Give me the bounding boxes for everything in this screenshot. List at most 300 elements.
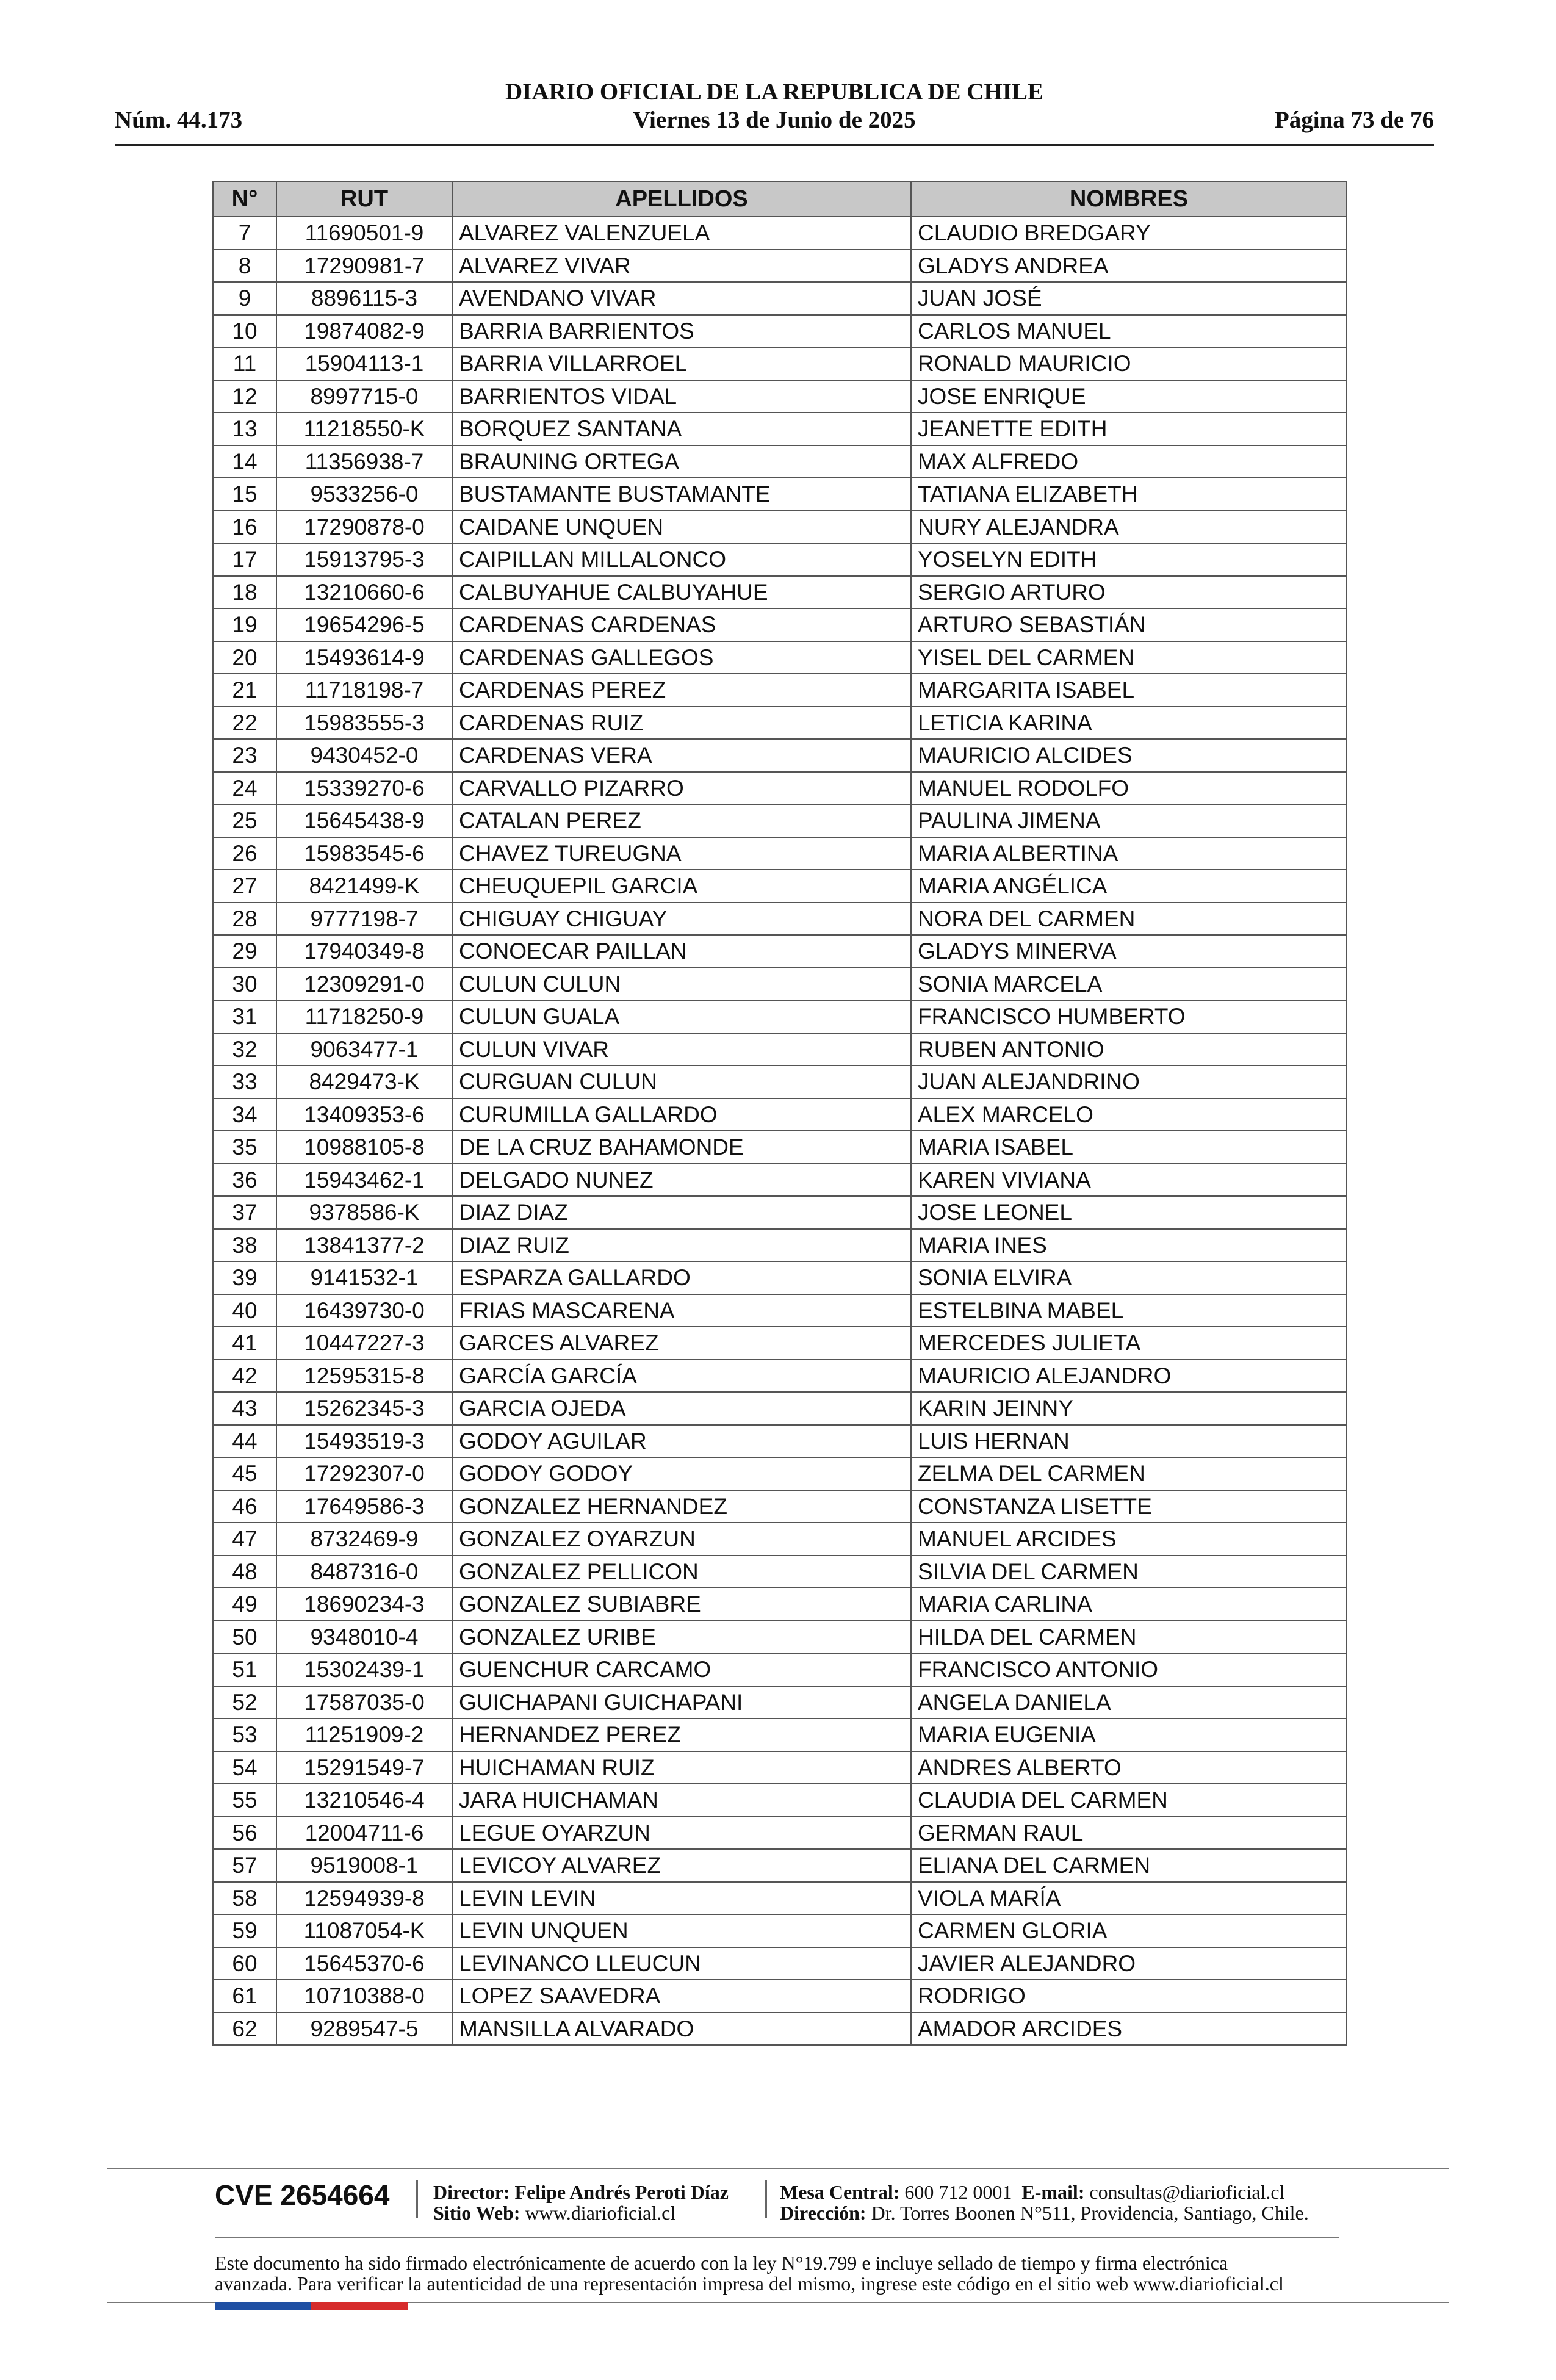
cell-rut: 12309291-0: [276, 968, 452, 1001]
cell-number: 59: [213, 1914, 276, 1947]
cell-number: 29: [213, 935, 276, 968]
cell-rut: 10988105-8: [276, 1131, 452, 1164]
cell-number: 58: [213, 1882, 276, 1915]
cell-rut: 15943462-1: [276, 1164, 452, 1197]
cell-number: 50: [213, 1621, 276, 1654]
cell-apellidos: GODOY AGUILAR: [452, 1425, 911, 1458]
director-name: Felipe Andrés Peroti Díaz: [514, 2181, 729, 2203]
cell-nombres: ANGELA DANIELA: [911, 1686, 1347, 1719]
cell-apellidos: CARDENAS GALLEGOS: [452, 641, 911, 674]
table-row: [213, 1588, 1347, 1621]
table-row: [213, 1718, 1347, 1751]
cell-nombres: ZELMA DEL CARMEN: [911, 1457, 1347, 1490]
cell-number: 16: [213, 511, 276, 544]
table-row: [213, 1947, 1347, 1980]
cell-apellidos: CARDENAS RUIZ: [452, 707, 911, 740]
cell-apellidos: CAIPILLAN MILLALONCO: [452, 543, 911, 576]
cell-rut: 15904113-1: [276, 347, 452, 380]
cell-nombres: ALEX MARCELO: [911, 1098, 1347, 1131]
cell-number: 17: [213, 543, 276, 576]
cell-number: 60: [213, 1947, 276, 1980]
table-row: [213, 282, 1347, 315]
cell-apellidos: LEGUE OYARZUN: [452, 1817, 911, 1850]
table-row: [213, 968, 1347, 1001]
cell-apellidos: DE LA CRUZ BAHAMONDE: [452, 1131, 911, 1164]
cell-nombres: MANUEL RODOLFO: [911, 772, 1347, 805]
cell-apellidos: GUENCHUR CARCAMO: [452, 1653, 911, 1686]
cell-apellidos: CARDENAS VERA: [452, 739, 911, 772]
cell-number: 25: [213, 804, 276, 837]
cell-nombres: JUAN ALEJANDRINO: [911, 1066, 1347, 1098]
cell-rut: 15262345-3: [276, 1392, 452, 1425]
cell-nombres: MANUEL ARCIDES: [911, 1523, 1347, 1556]
cell-apellidos: CARVALLO PIZARRO: [452, 772, 911, 805]
cell-apellidos: CURUMILLA GALLARDO: [452, 1098, 911, 1131]
page-header: [115, 72, 1434, 146]
cell-apellidos: MANSILLA ALVARADO: [452, 2013, 911, 2046]
cell-number: 45: [213, 1457, 276, 1490]
cell-apellidos: LEVICOY ALVAREZ: [452, 1849, 911, 1882]
cell-nombres: CONSTANZA LISETTE: [911, 1490, 1347, 1523]
footer-divider-middle: [215, 2237, 1339, 2238]
cell-rut: 13210660-6: [276, 576, 452, 609]
table-row: [213, 707, 1347, 740]
cell-nombres: MARIA ANGÉLICA: [911, 870, 1347, 903]
table-row: [213, 543, 1347, 576]
cell-rut: 19874082-9: [276, 315, 452, 348]
cell-apellidos: ALVAREZ VIVAR: [452, 250, 911, 283]
table-row: [213, 903, 1347, 936]
cell-number: 9: [213, 282, 276, 315]
footer-separator: [765, 2180, 767, 2218]
cell-number: 22: [213, 707, 276, 740]
table-row: [213, 1294, 1347, 1327]
table-row: [213, 1523, 1347, 1556]
column-header-number: N°: [213, 181, 276, 217]
cell-nombres: SERGIO ARTURO: [911, 576, 1347, 609]
cell-number: 44: [213, 1425, 276, 1458]
cell-number: 21: [213, 674, 276, 707]
cell-nombres: JOSE ENRIQUE: [911, 380, 1347, 413]
cell-nombres: JUAN JOSÉ: [911, 282, 1347, 315]
cell-nombres: TATIANA ELIZABETH: [911, 478, 1347, 511]
table-row: [213, 478, 1347, 511]
column-header-nombres: NOMBRES: [911, 181, 1347, 217]
cell-nombres: ANDRES ALBERTO: [911, 1751, 1347, 1784]
cell-apellidos: CULUN VIVAR: [452, 1033, 911, 1066]
cell-apellidos: DIAZ RUIZ: [452, 1229, 911, 1262]
cve-code: CVE 2654664: [215, 2179, 390, 2211]
cell-rut: 10447227-3: [276, 1327, 452, 1360]
cell-nombres: LETICIA KARINA: [911, 707, 1347, 740]
table-row: [213, 1751, 1347, 1784]
email-link[interactable]: consultas@diarioficial.cl: [1089, 2181, 1285, 2203]
cell-nombres: MAURICIO ALEJANDRO: [911, 1360, 1347, 1393]
table-row: [213, 1980, 1347, 2013]
cell-apellidos: HERNANDEZ PEREZ: [452, 1718, 911, 1751]
cell-number: 27: [213, 870, 276, 903]
table-row: [213, 1914, 1347, 1947]
cell-rut: 11218550-K: [276, 413, 452, 445]
table-row: [213, 1131, 1347, 1164]
cell-nombres: MARIA EUGENIA: [911, 1718, 1347, 1751]
newspaper-title: DIARIO OFICIAL DE LA REPUBLICA DE CHILE: [505, 79, 1043, 105]
table-row: [213, 380, 1347, 413]
mesa-phone: 600 712 0001: [904, 2181, 1012, 2203]
table-row: [213, 576, 1347, 609]
website-line: [433, 2202, 675, 2224]
table-row: [213, 1033, 1347, 1066]
cell-number: 53: [213, 1718, 276, 1751]
cell-rut: 12595315-8: [276, 1360, 452, 1393]
cell-nombres: ELIANA DEL CARMEN: [911, 1849, 1347, 1882]
cell-number: 34: [213, 1098, 276, 1131]
table-row: [213, 1164, 1347, 1197]
names-table: [212, 181, 1347, 2046]
cell-rut: 11251909-2: [276, 1718, 452, 1751]
cell-nombres: GLADYS ANDREA: [911, 250, 1347, 283]
table-row: [213, 772, 1347, 805]
cell-nombres: YISEL DEL CARMEN: [911, 641, 1347, 674]
table-row: [213, 739, 1347, 772]
cell-apellidos: CALBUYAHUE CALBUYAHUE: [452, 576, 911, 609]
cell-nombres: RUBEN ANTONIO: [911, 1033, 1347, 1066]
cell-rut: 9378586-K: [276, 1196, 452, 1229]
cell-rut: 8487316-0: [276, 1556, 452, 1588]
cell-apellidos: LEVINANCO LLEUCUN: [452, 1947, 911, 1980]
table-body: [213, 217, 1347, 2045]
cell-number: 51: [213, 1653, 276, 1686]
cell-number: 18: [213, 576, 276, 609]
cell-rut: 8997715-0: [276, 380, 452, 413]
cell-nombres: SONIA MARCELA: [911, 968, 1347, 1001]
cell-number: 8: [213, 250, 276, 283]
cell-rut: 16439730-0: [276, 1294, 452, 1327]
cell-rut: 13409353-6: [276, 1098, 452, 1131]
table-row: [213, 1621, 1347, 1654]
page-number: Página 73 de 76: [1274, 107, 1434, 133]
cell-apellidos: CARDENAS CARDENAS: [452, 608, 911, 641]
cell-apellidos: GARCIA OJEDA: [452, 1392, 911, 1425]
cell-number: 7: [213, 217, 276, 250]
column-header-apellidos: APELLIDOS: [452, 181, 911, 217]
cell-rut: 17292307-0: [276, 1457, 452, 1490]
contact-line: [780, 2181, 1285, 2204]
cell-apellidos: LOPEZ SAAVEDRA: [452, 1980, 911, 2013]
cell-number: 61: [213, 1980, 276, 2013]
table-row: [213, 347, 1347, 380]
website-label: Sitio Web:: [433, 2202, 520, 2224]
table-row: [213, 1653, 1347, 1686]
cell-nombres: CLAUDIA DEL CARMEN: [911, 1784, 1347, 1817]
cell-number: 39: [213, 1261, 276, 1294]
director-label: Director:: [433, 2181, 510, 2203]
cell-rut: 9430452-0: [276, 739, 452, 772]
table-row: [213, 1327, 1347, 1360]
cell-rut: 9533256-0: [276, 478, 452, 511]
cell-number: 20: [213, 641, 276, 674]
cell-apellidos: CULUN GUALA: [452, 1000, 911, 1033]
cell-number: 28: [213, 903, 276, 936]
cell-rut: 15493519-3: [276, 1425, 452, 1458]
cell-nombres: MARIA INES: [911, 1229, 1347, 1262]
table-row: [213, 674, 1347, 707]
cell-number: 10: [213, 315, 276, 348]
cell-number: 24: [213, 772, 276, 805]
cell-nombres: FRANCISCO HUMBERTO: [911, 1000, 1347, 1033]
cell-nombres: CLAUDIO BREDGARY: [911, 217, 1347, 250]
cell-rut: 15913795-3: [276, 543, 452, 576]
table-row: [213, 1686, 1347, 1719]
cell-nombres: JOSE LEONEL: [911, 1196, 1347, 1229]
cell-nombres: RONALD MAURICIO: [911, 347, 1347, 380]
cell-number: 41: [213, 1327, 276, 1360]
cell-rut: 17940349-8: [276, 935, 452, 968]
table-row: [213, 1098, 1347, 1131]
cell-apellidos: GONZALEZ OYARZUN: [452, 1523, 911, 1556]
cell-number: 46: [213, 1490, 276, 1523]
table-row: [213, 608, 1347, 641]
cell-apellidos: CONOECAR PAILLAN: [452, 935, 911, 968]
cell-apellidos: CHEUQUEPIL GARCIA: [452, 870, 911, 903]
cell-number: 35: [213, 1131, 276, 1164]
table-row: [213, 1229, 1347, 1262]
cell-rut: 11087054-K: [276, 1914, 452, 1947]
names-table-container: [212, 181, 1346, 2046]
legal-notice-line-2: avanzada. Para verificar la autenticidad de una representación impresa del mismo, ingrese este código en el sitio web www.diarioficial.cl: [215, 2273, 1284, 2295]
flag-bar-blue: [215, 2302, 311, 2310]
cell-number: 38: [213, 1229, 276, 1262]
table-row: [213, 1556, 1347, 1588]
column-header-rut: RUT: [276, 181, 452, 217]
cell-rut: 15493614-9: [276, 641, 452, 674]
cell-number: 56: [213, 1817, 276, 1850]
cell-rut: 15302439-1: [276, 1653, 452, 1686]
cell-number: 26: [213, 837, 276, 870]
table-row: [213, 1000, 1347, 1033]
table-header-row: [213, 181, 1347, 217]
cell-number: 12: [213, 380, 276, 413]
cell-apellidos: DIAZ DIAZ: [452, 1196, 911, 1229]
cell-number: 31: [213, 1000, 276, 1033]
cell-rut: 9141532-1: [276, 1261, 452, 1294]
cell-number: 23: [213, 739, 276, 772]
footer-divider-top: [107, 2168, 1449, 2169]
cell-rut: 11718250-9: [276, 1000, 452, 1033]
cell-number: 15: [213, 478, 276, 511]
cell-apellidos: LEVIN UNQUEN: [452, 1914, 911, 1947]
cell-apellidos: JARA HUICHAMAN: [452, 1784, 911, 1817]
cell-apellidos: CURGUAN CULUN: [452, 1066, 911, 1098]
cell-number: 52: [213, 1686, 276, 1719]
cell-rut: 9519008-1: [276, 1849, 452, 1882]
cell-nombres: CARMEN GLORIA: [911, 1914, 1347, 1947]
cell-nombres: MAX ALFREDO: [911, 445, 1347, 478]
cell-nombres: HILDA DEL CARMEN: [911, 1621, 1347, 1654]
cell-apellidos: CARDENAS PEREZ: [452, 674, 911, 707]
cell-rut: 9777198-7: [276, 903, 452, 936]
cell-number: 43: [213, 1392, 276, 1425]
table-row: [213, 1882, 1347, 1915]
cell-rut: 8732469-9: [276, 1523, 452, 1556]
cell-nombres: JEANETTE EDITH: [911, 413, 1347, 445]
cell-rut: 17587035-0: [276, 1686, 452, 1719]
cell-apellidos: BRAUNING ORTEGA: [452, 445, 911, 478]
cell-nombres: GERMAN RAUL: [911, 1817, 1347, 1850]
table-row: [213, 1196, 1347, 1229]
cell-apellidos: DELGADO NUNEZ: [452, 1164, 911, 1197]
cell-nombres: GLADYS MINERVA: [911, 935, 1347, 968]
cell-apellidos: BARRIENTOS VIDAL: [452, 380, 911, 413]
cell-rut: 17290878-0: [276, 511, 452, 544]
cell-number: 47: [213, 1523, 276, 1556]
cell-nombres: MARGARITA ISABEL: [911, 674, 1347, 707]
cell-number: 62: [213, 2013, 276, 2046]
cell-number: 32: [213, 1033, 276, 1066]
cell-nombres: NORA DEL CARMEN: [911, 903, 1347, 936]
cell-apellidos: GODOY GODOY: [452, 1457, 911, 1490]
cell-rut: 15339270-6: [276, 772, 452, 805]
table-row: [213, 250, 1347, 283]
table-row: [213, 837, 1347, 870]
cell-rut: 17649586-3: [276, 1490, 452, 1523]
cell-apellidos: CATALAN PEREZ: [452, 804, 911, 837]
issue-date: Viernes 13 de Junio de 2025: [633, 107, 916, 133]
address-text: Dr. Torres Boonen N°511, Providencia, Santiago, Chile.: [871, 2202, 1309, 2224]
cell-nombres: CARLOS MANUEL: [911, 315, 1347, 348]
cell-rut: 11718198-7: [276, 674, 452, 707]
cell-apellidos: CHAVEZ TUREUGNA: [452, 837, 911, 870]
cell-rut: 13210546-4: [276, 1784, 452, 1817]
table-row: [213, 870, 1347, 903]
cell-rut: 15645438-9: [276, 804, 452, 837]
cell-nombres: ESTELBINA MABEL: [911, 1294, 1347, 1327]
cell-apellidos: BARRIA BARRIENTOS: [452, 315, 911, 348]
cell-rut: 8421499-K: [276, 870, 452, 903]
mesa-label: Mesa Central:: [780, 2181, 900, 2203]
cell-nombres: LUIS HERNAN: [911, 1425, 1347, 1458]
cell-rut: 8896115-3: [276, 282, 452, 315]
cell-rut: 8429473-K: [276, 1066, 452, 1098]
table-row: [213, 1784, 1347, 1817]
cell-rut: 9348010-4: [276, 1621, 452, 1654]
address-label: Dirección:: [780, 2202, 866, 2224]
cell-number: 55: [213, 1784, 276, 1817]
cell-nombres: KARIN JEINNY: [911, 1392, 1347, 1425]
table-row: [213, 804, 1347, 837]
cell-rut: 10710388-0: [276, 1980, 452, 2013]
cell-number: 57: [213, 1849, 276, 1882]
cell-nombres: ARTURO SEBASTIÁN: [911, 608, 1347, 641]
cell-rut: 11356938-7: [276, 445, 452, 478]
cell-apellidos: GONZALEZ PELLICON: [452, 1556, 911, 1588]
cell-apellidos: GARCÍA GARCÍA: [452, 1360, 911, 1393]
cell-nombres: SILVIA DEL CARMEN: [911, 1556, 1347, 1588]
table-row: [213, 315, 1347, 348]
flag-bar-red: [311, 2302, 408, 2310]
table-row: [213, 1817, 1347, 1850]
cell-rut: 15645370-6: [276, 1947, 452, 1980]
cell-apellidos: LEVIN LEVIN: [452, 1882, 911, 1915]
cell-nombres: MERCEDES JULIETA: [911, 1327, 1347, 1360]
cell-number: 11: [213, 347, 276, 380]
cell-nombres: JAVIER ALEJANDRO: [911, 1947, 1347, 1980]
cell-apellidos: ALVAREZ VALENZUELA: [452, 217, 911, 250]
cell-number: 54: [213, 1751, 276, 1784]
cell-rut: 19654296-5: [276, 608, 452, 641]
table-row: [213, 413, 1347, 445]
cell-apellidos: CAIDANE UNQUEN: [452, 511, 911, 544]
cell-apellidos: GONZALEZ URIBE: [452, 1621, 911, 1654]
table-row: [213, 1392, 1347, 1425]
email-label: E-mail:: [1021, 2181, 1085, 2203]
cell-apellidos: ESPARZA GALLARDO: [452, 1261, 911, 1294]
cell-nombres: PAULINA JIMENA: [911, 804, 1347, 837]
cell-nombres: KAREN VIVIANA: [911, 1164, 1347, 1197]
cell-apellidos: GARCES ALVAREZ: [452, 1327, 911, 1360]
table-row: [213, 1490, 1347, 1523]
cell-apellidos: GUICHAPANI GUICHAPANI: [452, 1686, 911, 1719]
cell-rut: 15983545-6: [276, 837, 452, 870]
website-link[interactable]: www.diarioficial.cl: [525, 2202, 676, 2224]
cell-rut: 12004711-6: [276, 1817, 452, 1850]
table-row: [213, 1066, 1347, 1098]
cell-apellidos: BUSTAMANTE BUSTAMANTE: [452, 478, 911, 511]
cell-nombres: SONIA ELVIRA: [911, 1261, 1347, 1294]
director-line: [433, 2181, 729, 2204]
cell-apellidos: BORQUEZ SANTANA: [452, 413, 911, 445]
cell-number: 37: [213, 1196, 276, 1229]
cell-apellidos: CULUN CULUN: [452, 968, 911, 1001]
legal-notice-line-1: Este documento ha sido firmado electrónicamente de acuerdo con la ley N°19.799 e incluye sellado de tiempo y firma electrónica: [215, 2252, 1228, 2274]
cell-nombres: MARIA ALBERTINA: [911, 837, 1347, 870]
cell-number: 42: [213, 1360, 276, 1393]
cell-rut: 11690501-9: [276, 217, 452, 250]
table-row: [213, 1360, 1347, 1393]
cell-rut: 12594939-8: [276, 1882, 452, 1915]
table-row: [213, 641, 1347, 674]
cell-nombres: FRANCISCO ANTONIO: [911, 1653, 1347, 1686]
cell-rut: 18690234-3: [276, 1588, 452, 1621]
cell-nombres: MARIA CARLINA: [911, 1588, 1347, 1621]
table-row: [213, 445, 1347, 478]
cell-number: 13: [213, 413, 276, 445]
issue-number: Núm. 44.173: [115, 107, 243, 133]
cell-number: 33: [213, 1066, 276, 1098]
cell-rut: 9289547-5: [276, 2013, 452, 2046]
table-row: [213, 1425, 1347, 1458]
cell-nombres: VIOLA MARÍA: [911, 1882, 1347, 1915]
cell-number: 36: [213, 1164, 276, 1197]
cell-apellidos: BARRIA VILLARROEL: [452, 347, 911, 380]
cell-rut: 9063477-1: [276, 1033, 452, 1066]
cell-number: 49: [213, 1588, 276, 1621]
table-row: [213, 217, 1347, 250]
cell-apellidos: FRIAS MASCARENA: [452, 1294, 911, 1327]
cell-nombres: MARIA ISABEL: [911, 1131, 1347, 1164]
cell-rut: 15983555-3: [276, 707, 452, 740]
cell-number: 48: [213, 1556, 276, 1588]
cell-nombres: YOSELYN EDITH: [911, 543, 1347, 576]
table-row: [213, 1261, 1347, 1294]
footer-separator: [416, 2180, 418, 2218]
cell-apellidos: CHIGUAY CHIGUAY: [452, 903, 911, 936]
cell-number: 40: [213, 1294, 276, 1327]
cell-number: 19: [213, 608, 276, 641]
cell-number: 30: [213, 968, 276, 1001]
cell-nombres: MAURICIO ALCIDES: [911, 739, 1347, 772]
cell-nombres: AMADOR ARCIDES: [911, 2013, 1347, 2046]
